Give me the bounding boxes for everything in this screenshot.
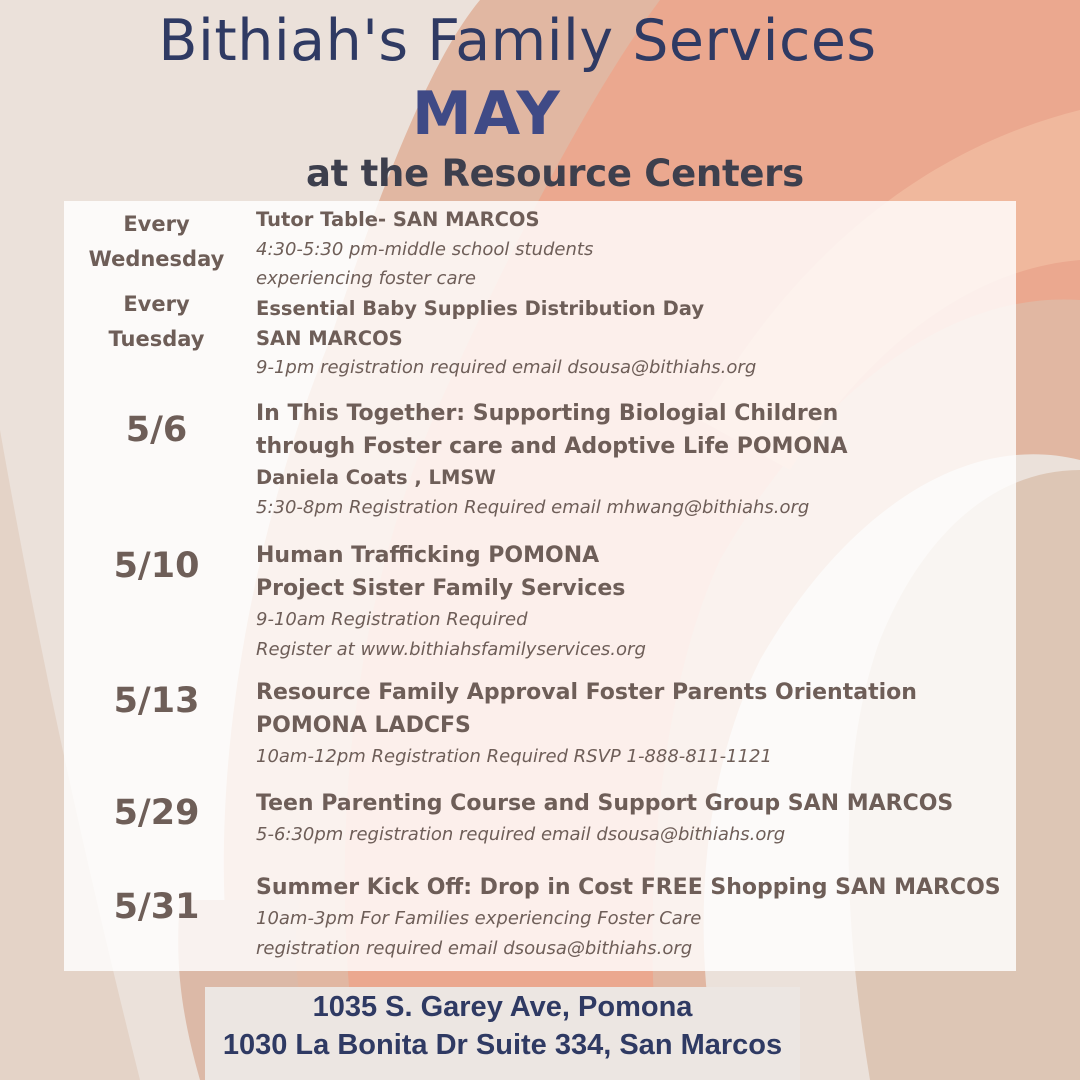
event-title: SAN MARCOS <box>256 326 403 350</box>
event-title: Project Sister Family Services <box>256 576 626 601</box>
event-info <box>256 787 1008 850</box>
event-date <box>64 287 249 357</box>
event-title: through Foster care and Adoptive Life POMONA <box>256 434 848 459</box>
event-date-line: Tuesday <box>108 327 205 351</box>
event-date-line: Every <box>123 292 190 316</box>
event-detail: 4:30-5:30 pm-middle school students <box>256 238 594 260</box>
event-title: Teen Parenting Course and Support Group SAN MARCOS <box>256 791 954 816</box>
event-info <box>256 397 1008 522</box>
address-san-marcos: 1030 La Bonita Dr Suite 334, San Marcos <box>222 1029 783 1061</box>
event-title: Tutor Table- SAN MARCOS <box>256 208 540 231</box>
event-detail: 9-1pm registration required email dsousa@bithiahs.org <box>256 357 757 378</box>
event-date: 5/10 <box>113 546 200 586</box>
event-info <box>256 205 1008 294</box>
event-date: 5/6 <box>125 410 188 450</box>
event-info <box>256 871 1008 963</box>
address-pomona: 1035 S. Garey Ave, Pomona <box>312 991 693 1023</box>
event-info <box>256 539 1008 664</box>
event-detail: Register at www.bithiahsfamilyservices.org <box>256 638 646 660</box>
event-title: In This Together: Supporting Biologial Children <box>256 401 839 426</box>
event-detail: registration required email dsousa@bithiahs.org <box>256 937 693 959</box>
event-date-line: Every <box>123 212 190 236</box>
event-detail: 5:30-8pm Registration Required email mhwang@bithiahs.org <box>256 496 810 518</box>
event-date: 5/31 <box>113 887 200 927</box>
month-heading: MAY <box>412 79 562 149</box>
event-title: Summer Kick Off: Drop in Cost FREE Shopping SAN MARCOS <box>256 875 1001 900</box>
events-panel <box>64 201 1016 971</box>
event-title: Human Trafficking POMONA <box>256 543 600 568</box>
subtitle: at the Resource Centers <box>306 152 804 195</box>
address-box <box>205 987 800 1080</box>
event-title: Daniela Coats , LMSW <box>256 466 496 489</box>
event-date-line: Wednesday <box>88 247 225 271</box>
event-date <box>64 207 249 277</box>
event-title: Essential Baby Supplies Distribution Day <box>256 297 705 320</box>
event-title: Resource Family Approval Foster Parents Orientation <box>256 680 917 705</box>
event-date: 5/29 <box>113 793 200 833</box>
event-info <box>256 676 1008 772</box>
event-detail: 5-6:30pm registration required email dsousa@bithiahs.org <box>256 824 786 845</box>
event-title: POMONA LADCFS <box>256 713 471 738</box>
event-detail: 10am-12pm Registration Required RSVP 1-888-811-1121 <box>256 746 772 767</box>
event-detail: 10am-3pm For Families experiencing Foster Care <box>256 908 702 929</box>
event-date: 5/13 <box>113 681 200 721</box>
event-detail: experiencing foster care <box>256 268 476 289</box>
event-info <box>256 294 1008 383</box>
page-title: Bithiah's Family Services <box>158 8 877 74</box>
event-detail: 9-10am Registration Required <box>256 609 528 630</box>
